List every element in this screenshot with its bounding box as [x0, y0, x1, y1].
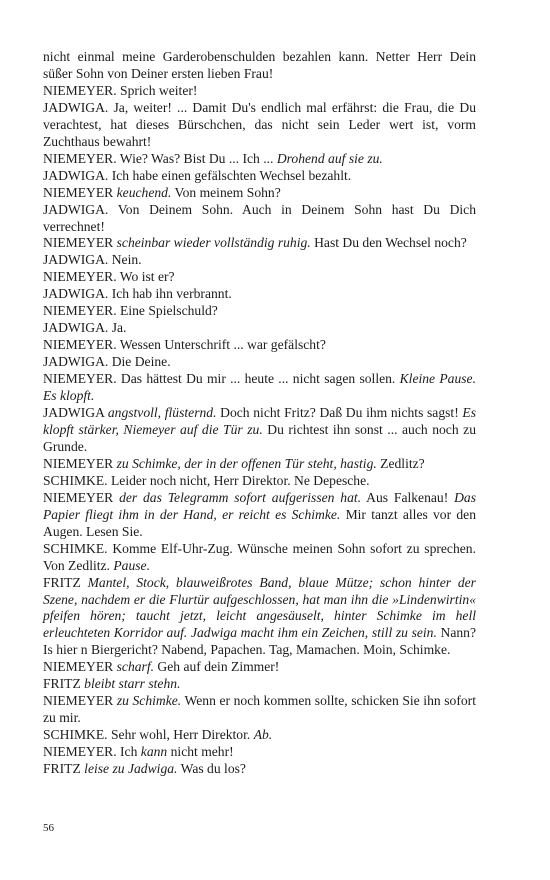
dialogue-text: NIEMEYER. Wie? Was? Bist Du ... Ich ...	[43, 150, 277, 166]
dialogue-text: NIEMEYER	[43, 455, 117, 471]
dialogue-text: Was du los?	[177, 761, 246, 777]
dialogue-text: NIEMEYER. Wessen Unterschrift ... war gefälscht?	[43, 337, 326, 353]
text-line	[43, 405, 476, 456]
text-line	[43, 185, 476, 202]
stage-direction: angstvoll, flüsternd.	[107, 405, 217, 421]
dialogue-text: Wenn er noch kommen sollte, schicken Sie ihn sofort zu mir.	[43, 693, 476, 726]
dialogue-text: NIEMEYER	[43, 489, 120, 505]
stage-direction: scharf.	[116, 659, 155, 675]
text-line	[43, 303, 476, 320]
dialogue-text: Aus Falkenau!	[361, 489, 455, 505]
dialogue-text: JADWIGA. Ich habe einen gefälschten Wechsel bezahlt.	[43, 167, 352, 183]
stage-direction: Mantel, Stock, blauweißrotes Band, blaue Mütze; schon hinter der Szene, nachdem er die Flurtür aufgeschlossen, hat man ihn die »Lindenwirtin« pfeifen hören; taucht jetzt, leicht angesäuselt, hinter Schimke im hell erleuchteten Korridor auf. Jadwiga macht ihm ein Zeichen, still zu sein.	[43, 574, 476, 641]
dialogue-text: JADWIGA. Nein.	[43, 252, 142, 268]
dialogue-text: JADWIGA. Die Deine.	[43, 354, 171, 370]
stage-direction: Es klopft stärker, Niemeyer auf die Tür zu.	[43, 405, 476, 437]
text-line	[43, 252, 476, 269]
dialogue-text: JADWIGA	[43, 405, 108, 421]
text-line	[43, 473, 476, 490]
text-line	[43, 286, 476, 303]
text-line	[43, 456, 476, 473]
text-line	[43, 761, 476, 778]
dialogue-text: Nann? Is hier n Biergericht? Nabend, Papachen. Tag, Mamachen. Moin, Schimke.	[43, 625, 476, 658]
dialogue-text: JADWIGA. Ja, weiter! ... Damit Du's endlich mal erfährst: die Frau, die Du verachtest, hat dieses Bürschchen, das nicht sein Leder wert ist, vorm Zuchthaus bewahrt!	[43, 99, 476, 149]
stage-direction: Das Papier fliegt ihm in der Hand, er reicht es Schimke.	[43, 489, 476, 522]
text-line	[43, 371, 476, 405]
dialogue-text: FRITZ	[43, 676, 85, 692]
text-line	[43, 541, 476, 575]
text-line	[43, 337, 476, 354]
text-line	[43, 202, 476, 236]
dialogue-text: JADWIGA. Ja.	[43, 320, 127, 336]
stage-direction: bleibt starr stehn.	[84, 676, 181, 692]
stage-direction: scheinbar wieder vollständig ruhig.	[116, 235, 311, 251]
text-line	[43, 727, 476, 744]
dialogue-text: NIEMEYER	[43, 659, 117, 675]
dialogue-text: NIEMEYER	[43, 184, 117, 200]
stage-direction: der das Telegramm sofort aufgerissen hat.	[119, 489, 362, 505]
dialogue-text: Mir tanzt alles vor den Augen. Lesen Sie.	[43, 506, 476, 539]
dialogue-text: SCHIMKE. Leider noch nicht, Herr Direktor. Ne Depesche.	[43, 472, 370, 488]
stage-direction: leise zu Jadwiga.	[84, 761, 178, 777]
text-line	[43, 676, 476, 693]
text-line	[43, 151, 476, 168]
dialogue-text: NIEMEYER. Das hättest Du mir ... heute ... nicht sagen sollen.	[43, 371, 400, 387]
dialogue-text: nicht mehr!	[167, 744, 234, 760]
text-line	[43, 235, 476, 252]
dialogue-text: NIEMEYER	[43, 693, 117, 709]
stage-direction: Drohend auf sie zu.	[276, 150, 383, 166]
dialogue-text: nicht einmal meine Garderobenschulden bezahlen kann. Netter Herr Dein süßer Sohn von Deiner ersten lieben Frau!	[43, 49, 476, 81]
dialogue-text: SCHIMKE. Komme Elf-Uhr-Zug. Wünsche meinen Sohn sofort zu sprechen. Von Zedlitz.	[43, 540, 476, 573]
text-line	[43, 320, 476, 337]
dialogue-text: NIEMEYER. Wo ist er?	[43, 269, 175, 285]
text-line	[43, 168, 476, 185]
dialogue-text: Hast Du den Wechsel noch?	[310, 235, 467, 251]
text-line	[43, 83, 476, 100]
text-line	[43, 693, 476, 727]
stage-direction: kann	[140, 744, 168, 760]
dialogue-text: NIEMEYER	[43, 235, 117, 251]
stage-direction: zu Schimke, der in der offenen Tür steht, hastig.	[116, 455, 377, 471]
text-line	[43, 490, 476, 541]
stage-direction: Ab.	[253, 727, 273, 743]
dialogue-text: Geh auf dein Zimmer!	[154, 659, 280, 675]
stage-direction: keuchend.	[116, 184, 172, 200]
dialogue-text: Du richtest ihn sonst ... auch noch zu Grunde.	[43, 421, 476, 454]
dialogue-text: JADWIGA. Von Deinem Sohn. Auch in Deinem Sohn hast Du Dich verrechnet!	[43, 201, 476, 234]
dialogue-text: NIEMEYER. Ich	[43, 744, 141, 760]
dialogue-text: Von meinem Sohn?	[171, 184, 281, 200]
text-line	[43, 269, 476, 286]
page-text	[43, 49, 476, 778]
dialogue-text: JADWIGA. Ich hab ihn verbrannt.	[43, 286, 232, 302]
stage-direction: Pause.	[113, 557, 150, 573]
dialogue-text: NIEMEYER. Sprich weiter!	[43, 82, 198, 98]
dialogue-text: SCHIMKE. Sehr wohl, Herr Direktor.	[43, 727, 254, 743]
stage-direction: zu Schimke.	[116, 693, 182, 709]
text-line	[43, 744, 476, 761]
text-line	[43, 659, 476, 676]
page-number: 56	[43, 822, 54, 834]
dialogue-text: FRITZ	[43, 761, 85, 777]
text-line	[43, 575, 476, 660]
dialogue-text: FRITZ	[43, 574, 88, 590]
text-line	[43, 354, 476, 371]
stage-direction: Kleine Pause. Es klopft.	[43, 371, 476, 404]
text-line	[43, 100, 476, 151]
dialogue-text: Zedlitz?	[376, 455, 425, 471]
dialogue-text: NIEMEYER. Eine Spielschuld?	[43, 303, 218, 319]
text-line	[43, 49, 476, 83]
dialogue-text: Doch nicht Fritz? Daß Du ihm nichts sagst!	[216, 405, 463, 421]
